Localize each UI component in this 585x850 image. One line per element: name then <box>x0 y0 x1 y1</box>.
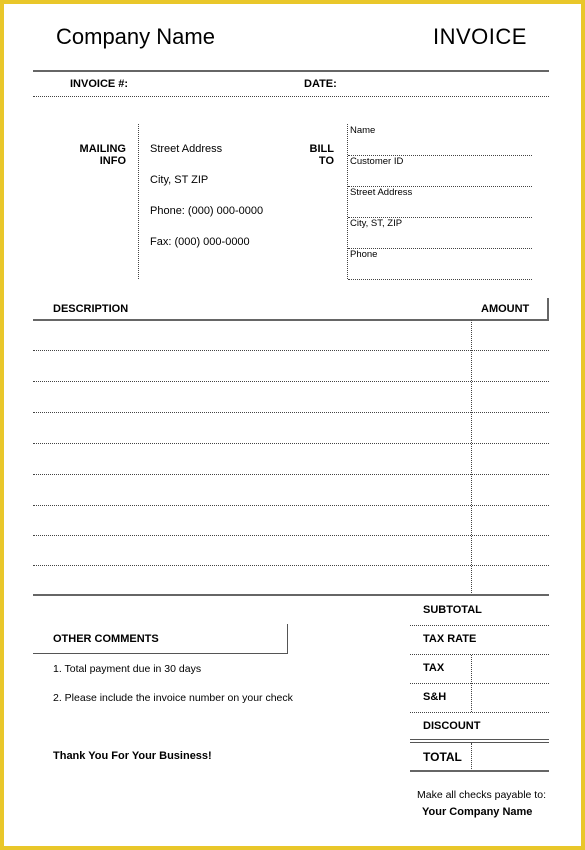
date-label: DATE: <box>304 78 337 90</box>
tax-label: TAX <box>423 662 445 674</box>
totals-rule <box>410 683 549 684</box>
company-name: Company Name <box>56 24 215 49</box>
total-value-divider <box>471 743 472 771</box>
amount-column-divider <box>471 320 472 595</box>
tax-value-divider <box>471 655 472 712</box>
bill-to-rule <box>348 279 532 280</box>
payable-to-text: Make all checks payable to: <box>417 789 546 801</box>
table-row[interactable] <box>33 474 549 475</box>
mailing-label: MAILING INFO <box>79 143 126 167</box>
payable-company-name: Your Company Name <box>422 806 533 818</box>
description-header: DESCRIPTION <box>53 303 129 315</box>
bill-to-name[interactable]: Name <box>350 125 376 136</box>
comments-rule <box>33 653 288 654</box>
comment-line: 2. Please include the invoice number on your check <box>53 692 293 704</box>
bill-to-divider <box>347 124 348 279</box>
mailing-divider <box>138 124 139 279</box>
thank-you-text: Thank You For Your Business! <box>53 750 212 762</box>
comment-line: 1. Total payment due in 30 days <box>53 663 202 675</box>
meta-rule <box>33 96 549 97</box>
bill-to-street[interactable]: Street Address <box>350 187 413 198</box>
invoice-number-label: INVOICE #: <box>70 78 129 90</box>
invoice-title: INVOICE <box>433 24 527 49</box>
totals-rule <box>410 654 549 655</box>
header-rule <box>33 70 549 72</box>
table-row[interactable] <box>33 381 549 382</box>
table-row[interactable] <box>33 412 549 413</box>
other-comments-header: OTHER COMMENTS <box>53 633 159 645</box>
subtotal-label: SUBTOTAL <box>423 604 482 616</box>
amount-header-edge <box>547 298 549 320</box>
mailing-city: City, ST ZIP <box>150 174 209 186</box>
mailing-street: Street Address <box>150 143 223 155</box>
tax-rate-label: TAX RATE <box>423 633 477 645</box>
table-row[interactable] <box>33 535 549 536</box>
comments-edge <box>287 624 288 654</box>
table-bottom-rule <box>33 594 549 596</box>
totals-rule <box>410 625 549 626</box>
totals-rule <box>410 712 549 713</box>
total-bottom-rule <box>410 770 549 772</box>
table-row[interactable] <box>33 505 549 506</box>
bill-to-city[interactable]: City, ST, ZIP <box>350 218 403 229</box>
amount-header: AMOUNT <box>481 303 530 315</box>
bill-to-phone[interactable]: Phone <box>350 249 378 260</box>
total-label: TOTAL <box>423 750 462 764</box>
bill-to-customer-id[interactable]: Customer ID <box>350 156 404 167</box>
total-double-rule <box>410 739 549 743</box>
table-row[interactable] <box>33 443 549 444</box>
table-row[interactable] <box>33 350 549 351</box>
sh-label: S&H <box>423 691 447 703</box>
bill-to-label: BILL TO <box>309 143 334 167</box>
mailing-phone: Phone: (000) 000-0000 <box>150 205 264 217</box>
mailing-fax: Fax: (000) 000-0000 <box>150 236 250 248</box>
table-row[interactable] <box>33 565 549 566</box>
discount-label: DISCOUNT <box>423 720 481 732</box>
